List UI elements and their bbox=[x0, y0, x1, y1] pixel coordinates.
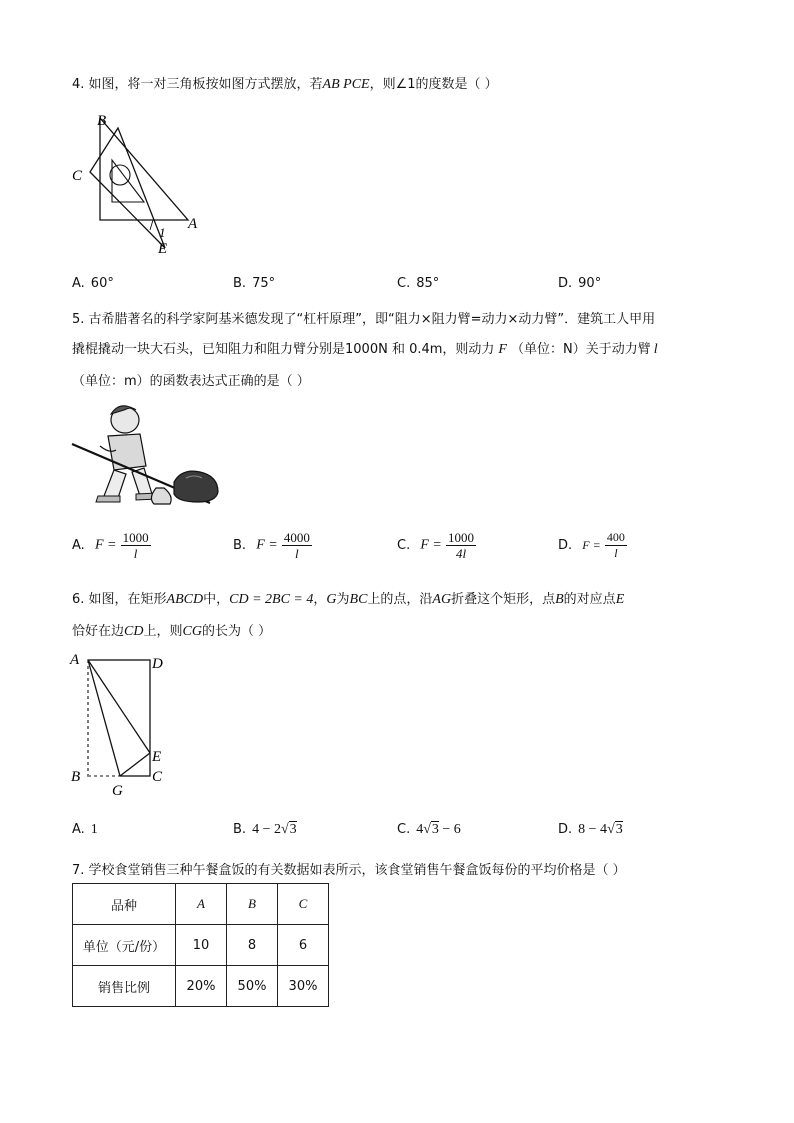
q5-stem-line2 bbox=[72, 338, 658, 358]
q5-var-l: l bbox=[653, 342, 658, 357]
q6-label-E: E bbox=[152, 749, 162, 765]
q6-text-b: 中， bbox=[203, 592, 230, 607]
q4-option-c[interactable] bbox=[397, 276, 439, 291]
q5-option-c-label: C. bbox=[397, 538, 411, 553]
q7-stem: 7. 学校食堂销售三种午餐盒饭的有关数据如表所示，该食堂销售午餐盒饭每份的平均价格是（ ） bbox=[72, 863, 626, 878]
q6-option-d-expr: 8 − 4 bbox=[578, 822, 608, 837]
q6-option-d[interactable] bbox=[558, 822, 623, 838]
q6-stem-line2 bbox=[72, 620, 271, 640]
q6-option-d-label: D. bbox=[558, 822, 573, 837]
q6-seg-BC: BC bbox=[349, 592, 368, 607]
q4-option-d-label: D. bbox=[558, 276, 573, 291]
q4-option-a-label: A. bbox=[72, 276, 85, 291]
q6-option-d-radicand: 3 bbox=[615, 822, 623, 837]
q5-option-b-fraction bbox=[282, 530, 312, 561]
q4-label-B: B bbox=[97, 113, 107, 129]
q5-option-d-label: D. bbox=[558, 538, 573, 553]
q6-option-c-radicand: 3 bbox=[431, 822, 439, 837]
q5-worker-shoe-left bbox=[96, 496, 120, 502]
q5-lever-illustration bbox=[70, 398, 220, 513]
table-cell: 品种 bbox=[73, 884, 176, 925]
table-cell: 20% bbox=[176, 966, 227, 1007]
q6-text-a: 6. 如图，在矩形 bbox=[72, 592, 167, 607]
q6-figure bbox=[68, 650, 178, 800]
q4-stem bbox=[72, 73, 498, 93]
q6-label-D: D bbox=[152, 656, 163, 672]
q6-option-b[interactable] bbox=[233, 822, 297, 838]
q6-segment-AE bbox=[88, 660, 150, 753]
q6-text-i: 上，则 bbox=[143, 624, 183, 639]
q5-option-b-numerator: 4000 bbox=[283, 530, 310, 545]
q4-option-b-text: 75° bbox=[252, 276, 276, 291]
q4-triangle-ruler-1 bbox=[100, 118, 188, 220]
q6-option-b-label: B. bbox=[233, 822, 247, 837]
q5-line2-text-a: 撬棍撬动一块大石头，已知阻力和阻力臂分别是1000N 和 0.4m，则动力 bbox=[72, 342, 495, 357]
table-cell: A bbox=[176, 884, 227, 925]
q4-stem-text-b: ，则∠1的度数是（ ） bbox=[369, 77, 498, 92]
q6-seg-CG: CG bbox=[182, 624, 202, 639]
q5-option-c-numerator: 1000 bbox=[448, 530, 474, 545]
radical-icon: √ bbox=[423, 822, 431, 837]
q5-option-d-lhs: F = bbox=[582, 538, 601, 552]
q6-option-a-label: A. bbox=[72, 822, 85, 837]
table-row bbox=[73, 966, 329, 1007]
q6-point-E: E bbox=[615, 592, 625, 607]
table-cell: 单位（元/份） bbox=[73, 925, 176, 966]
q6-seg-AG: AG bbox=[432, 592, 452, 607]
q6-text-e: 上的点，沿 bbox=[367, 592, 433, 607]
q6-option-b-expr: 4 − 2 bbox=[252, 822, 281, 837]
q6-label-B: B bbox=[71, 769, 81, 785]
q6-label-A: A bbox=[70, 652, 80, 668]
q5-option-c-denominator: 4l bbox=[455, 546, 467, 561]
table-row bbox=[73, 884, 329, 925]
q5-option-b-denominator: l bbox=[295, 546, 299, 561]
q4-label-E: E bbox=[158, 241, 168, 257]
q5-option-a-lhs: F = bbox=[94, 537, 117, 553]
q5-option-c-fraction bbox=[446, 530, 476, 561]
q6-rectangle bbox=[88, 660, 150, 776]
q4-label-1: 1 bbox=[159, 225, 166, 240]
q5-worker-leg-right bbox=[132, 468, 152, 496]
q4-label-C: C bbox=[72, 168, 83, 184]
q4-figure bbox=[70, 110, 210, 260]
q4-condition: AB PCE bbox=[322, 77, 370, 92]
q4-stem-text-a: 4. 如图，将一对三角板按如图方式摆放，若 bbox=[72, 77, 323, 92]
q6-option-c-expr: 4 bbox=[416, 822, 424, 837]
q5-worker-body bbox=[108, 434, 146, 470]
q5-option-a[interactable] bbox=[72, 530, 151, 561]
q5-option-a-denominator: l bbox=[133, 546, 138, 561]
q6-point-B: B bbox=[555, 592, 564, 607]
table-row bbox=[73, 925, 329, 966]
q4-triangle-ruler-2 bbox=[90, 128, 165, 248]
table-cell: 销售比例 bbox=[73, 966, 176, 1007]
q6-text-g: 的对应点 bbox=[563, 592, 616, 607]
q5-line2-text-b: （单位：N）关于动力臂 bbox=[510, 342, 651, 357]
q6-option-c-tail: − 6 bbox=[438, 822, 461, 837]
q6-text-h: 恰好在边 bbox=[72, 624, 125, 639]
q6-option-a-value: 1 bbox=[90, 822, 98, 837]
q5-option-c-lhs: F = bbox=[420, 537, 442, 553]
q5-fulcrum-stone bbox=[151, 488, 171, 504]
q6-rect-name: ABCD bbox=[166, 592, 204, 607]
table-cell: C bbox=[278, 884, 329, 925]
q6-option-a[interactable] bbox=[72, 822, 98, 838]
q6-option-c[interactable] bbox=[397, 822, 461, 838]
q6-fold-line-AG bbox=[88, 660, 120, 776]
q5-worker-leg-left bbox=[104, 470, 126, 498]
q4-option-c-text: 85° bbox=[416, 276, 440, 291]
q4-angle-mark bbox=[150, 220, 153, 230]
q6-stem-line1 bbox=[72, 588, 624, 608]
q5-option-b-lhs: F = bbox=[256, 537, 278, 553]
q5-option-d-denominator: l bbox=[614, 546, 618, 560]
q4-option-a[interactable] bbox=[72, 276, 114, 291]
q6-text-f: 折叠这个矩形，点 bbox=[451, 592, 556, 607]
q5-option-b[interactable] bbox=[233, 530, 312, 561]
table-cell: B bbox=[227, 884, 278, 925]
q4-circle-hole bbox=[110, 165, 130, 185]
q5-option-d[interactable] bbox=[558, 530, 627, 561]
q5-option-b-label: B. bbox=[233, 538, 247, 553]
table-cell: 10 bbox=[176, 925, 227, 966]
q4-label-A: A bbox=[188, 216, 198, 232]
q6-text-d: 为 bbox=[336, 592, 350, 607]
q5-option-a-fraction bbox=[121, 530, 151, 561]
q6-label-G: G bbox=[112, 783, 123, 799]
table-cell: 50% bbox=[227, 966, 278, 1007]
q4-option-a-text: 60° bbox=[90, 276, 114, 291]
q6-option-b-radicand: 3 bbox=[289, 822, 297, 837]
q6-text-c: ， bbox=[313, 592, 327, 607]
q6-seg-CD: CD bbox=[124, 624, 144, 639]
q7-data-table bbox=[72, 883, 329, 1007]
table-cell: 6 bbox=[278, 925, 329, 966]
q6-text-j: 的长为（ ） bbox=[201, 624, 272, 639]
q4-option-b[interactable] bbox=[233, 276, 275, 291]
q5-option-c[interactable] bbox=[397, 530, 476, 561]
q5-option-a-numerator: 1000 bbox=[122, 530, 149, 545]
q6-option-c-label: C. bbox=[397, 822, 411, 837]
q5-option-d-fraction bbox=[605, 530, 627, 561]
q6-label-C: C bbox=[152, 769, 163, 785]
table-cell: 30% bbox=[278, 966, 329, 1007]
q5-stem-line3: （单位：m）的函数表达式正确的是（ ） bbox=[72, 374, 310, 389]
q6-segment-GE bbox=[120, 753, 150, 776]
radical-icon: √ bbox=[607, 822, 615, 837]
q6-equation: CD = 2BC = 4 bbox=[229, 592, 314, 607]
q4-option-b-label: B. bbox=[233, 276, 247, 291]
q4-option-d-text: 90° bbox=[578, 276, 602, 291]
q5-option-d-numerator: 400 bbox=[606, 530, 625, 544]
q6-var-G: G bbox=[326, 592, 337, 607]
radical-icon: √ bbox=[280, 822, 289, 837]
q5-option-a-label: A. bbox=[72, 538, 85, 553]
q4-option-d[interactable] bbox=[558, 276, 601, 291]
q4-option-c-label: C. bbox=[397, 276, 411, 291]
q5-stem-line1: 5. 古希腊著名的科学家阿基米德发现了“杠杆原理”，即“阻力×阻力臂=动力×动力臂”．建筑工人甲用 bbox=[72, 312, 656, 327]
q5-var-F: F bbox=[498, 342, 507, 357]
table-cell: 8 bbox=[227, 925, 278, 966]
